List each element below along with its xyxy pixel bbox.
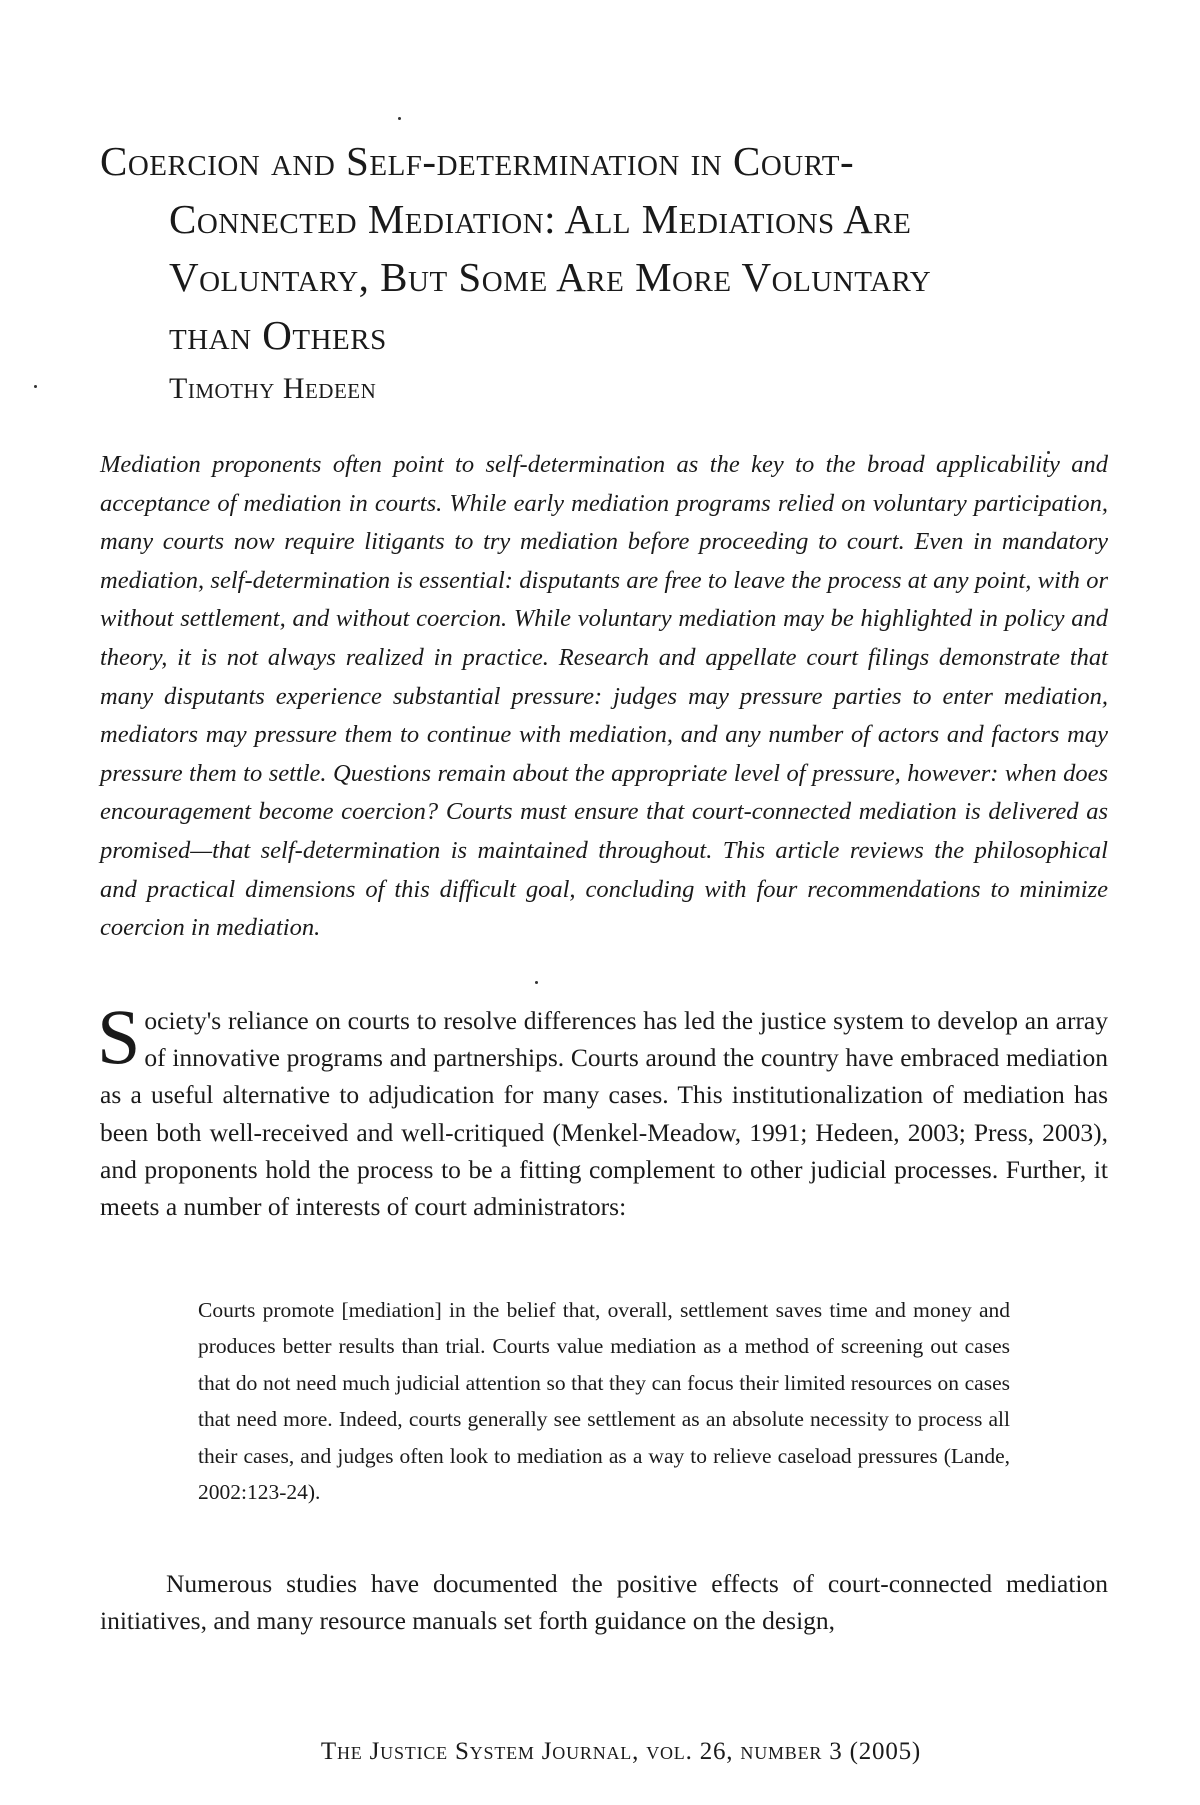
article-title [100,132,1060,364]
scan-speck [34,385,37,388]
journal-footer: The Justice System Journal, vol. 26, number 3 (2005) [320,1738,922,1765]
drop-cap: S [97,993,141,1080]
block-quote: Courts promote [mediation] in the belief that, overall, settlement saves time and money and produces better results than trial. Courts value mediation as a method of screening out cases that do not need much judicial attention so that they can focus their limited resources on cases that need more. Indeed, courts generally see settlement as an absolute necessity to process all their cases, and judges often look to mediation as a way to relieve caseload pressures (Lande, 2002:123-24). [198,1298,1010,1505]
title-line: Coercion and Self-determination in Court- [100,138,855,184]
body-paragraph: Numerous studies have documented the positive effects of court-connected mediation initiatives, and many resource manuals set forth guidance on the design, [100,1569,1108,1636]
title-line: Connected Mediation: All Mediations Are [169,196,912,242]
title-line: Voluntary, But Some Are More Voluntary [169,254,932,300]
abstract: Mediation proponents often point to self-determination as the key to the broad applicability and acceptance of mediation in courts. While early mediation programs relied on voluntary participation, many courts now require litigants to try mediation before proceeding to court. Even in mandatory mediation, self-determination is essential: disputants are free to leave the process at any point, with or without settlement, and without coercion. While voluntary mediation may be highlighted in policy and theory, it is not always realized in practice. Research and appellate court filings demonstrate that many disputants experience substantial pressure: judges may pressure parties to enter mediation, mediators may pressure them to continue with mediation, and any number of actors and factors may pressure them to settle. Questions remain about the appropriate level of pressure, however: when does encouragement become coercion? Courts must ensure that court-connected mediation is delivered as promised—that self-determination is maintained throughout. This article reviews the philosophical and practical dimensions of this difficult goal, concluding with four recommendations to minimize coercion in mediation. [100,451,1108,942]
body-paragraph [97,993,1108,1225]
author-name: Timothy Hedeen [169,372,377,405]
scan-speck [398,117,401,120]
scan-speck [535,981,538,984]
title-line: than Others [169,312,387,358]
paragraph-text: ociety's reliance on courts to resolve differences has led the justice system to develop an array of innovative programs and partnerships. Courts around the country have embraced mediation as a useful alternative to adjudication for many cases. This institutionalization of mediation has been both well-received and well-critiqued (Menkel-Meadow, 1991; Hedeen, 2003; Press, 2003), and proponents hold the process to be a fitting complement to other judicial processes. Further, it meets a number of interests of court administrators: [100,1006,1108,1222]
